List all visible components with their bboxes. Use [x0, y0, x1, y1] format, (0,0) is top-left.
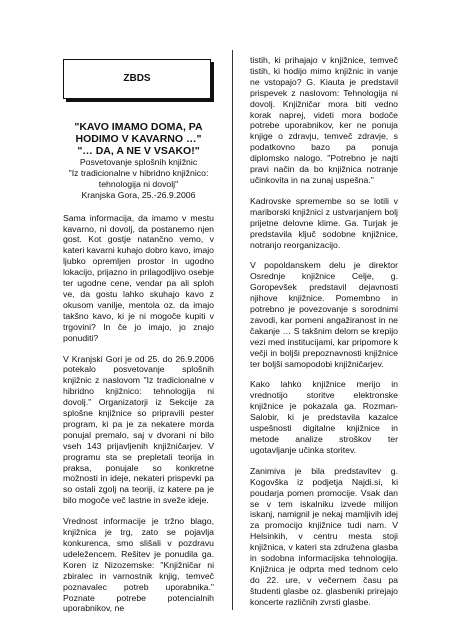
paragraph: Sama informacija, da imamo v mestu kavarno, ni dovolj, da postanemo njen gost. Kot gostje natančno vemo, v kateri kavarni kuhajo dobro kavo, imajo ljubko opremljen prostor in ugodno lokacijo, prijazno in prilagodljivo osebje ter ugodne cene, vendar pa ali sploh ve, da gostu lahko skuhajo kavo z okusom vanilje, mentola oz. da imajo takšno kavo, ki je ni mogoče kupiti v trgovini? In če jo imajo, jo znajo ponuditi? — [63, 212, 214, 343]
title-line: "KAVO IMAMO DOMA, PA — [74, 121, 203, 133]
left-column — [63, 55, 214, 624]
paragraph: Kako lahko knjižnice merijo in vrednotijo storitve elektronske knjižnice je pokazala ga. Rozman-Salobir, ki je predstavila kazalce uspešnosti digitalne knjižnice in metode analize stroškov ter ugotavljanje učinka storitev. — [250, 379, 398, 455]
paragraph: Zanimiva je bila predstavitev g. Kogovška iz podjetja Najdi.si, ki poudarja pomen promocije. Vsak dan se v tem iskalniku izvede milijon iskanj, namignil je nekaj mamljivih idej za promocijo knjižnice tudi nam. V Helsinkih, v centru mesta stoji knjižnica, v kateri sta združena glasba in sodobna informacijska tehnologija. Knjižnica je odprta med tednom celo do 22. ure, v večernem času pa študenti glasbe oz. glasbeniki prirejajo koncerte različnih zvrsti glasbe. — [250, 465, 398, 607]
subtitle-line: Kranjska Gora, 25.-26.9.2006 — [81, 189, 196, 200]
article-subtitle — [63, 157, 214, 201]
paragraph: V Kranjski Gori je od 25. do 26.9.2006 potekalo posvetovanje splošnih knjižnic z naslovom "Iz tradicionalne v hibridno knjižnico: tehnologija ni dovolj." Organizatorji iz Sekcije za splošne knjižnice so pripravili pester program, ki pa je za nekatere morda ponujal premalo, saj v dvorani ni bilo vseh 143 prijavljenih knjižničarjev. V programu sta se prepletali teorija in praksa, ponujale so konkretne možnosti in ideje, nekateri prispevki pa so ostali zgolj na teoriji, iz katere pa je bilo mogoče več lastne in sveže ideje. — [63, 353, 214, 506]
subtitle-line: tehnologija ni dovolj" — [98, 178, 179, 189]
article-title — [63, 121, 214, 157]
paragraph: Kadrovske spremembe so se lotili v mariborski knjižnici z ustvarjanjem bolj prijetne delovne klime. Ga. Turjak je predstavila ključ sodobne knjižnice, notranjo reorganizacijo. — [250, 195, 398, 250]
paragraph: tistih, ki prihajajo v knjižnice, temveč tistih, ki hodijo mimo knjižnic in vanje ne vstopajo? G. Kiauta je predstavil prispevek z naslovom: Tehnologija ni dovolj. Knjižničar mora biti vedno korak naprej, videti mora bodoče potrebe uporabnikov, ker ne ponuja knjige o zdravju, temveč zdravje, s podatkovno bazo pa ponuja diplomsko nalogo. "Potrebno je najti pravi način da bo knjižnica notranje učinkovita in na zunaj uspešna." — [250, 55, 398, 185]
section-header-label: ZBDS — [123, 72, 151, 84]
title-line: "… DA, A NE V VSAKO!" — [77, 145, 200, 157]
section-header-box — [63, 59, 211, 99]
paragraph: Vrednost informacije je tržno blago, knjižnica je trg, zato se pojavlja konkurenca, smo slišali v pozdravu udeležencem. Rešitev je ponudila ga. Koren iz Nizozemske: "Knjižničar ni zbiralec in varnostnik knjig, temveč poznavalec potreb uporabnika." Poznate potrebe potencialnih uporabnikov, ne — [63, 516, 214, 614]
paragraph: V popoldanskem delu je direktor Osrednje knjižnice Celje, g. Goropevšek predstavil dejavnosti njihove knjižnice. Pomembno in potrebno je povezovanje s sorodnimi zavodi, kar pomeni angažiranost in ne čakanje … S takšnim delom se krepijo vezi med institucijami, kar pripomore k večji in boljši prepoznavnosti knjižnice ter boljši samopodobi knjižničarjev. — [250, 260, 398, 369]
title-line: HODIMO V KAVARNO …" — [75, 133, 202, 145]
subtitle-line: Posvetovanje splošnih knjižnic — [79, 157, 198, 167]
right-column — [250, 55, 398, 618]
column-divider — [232, 50, 233, 610]
subtitle-line: "Iz tradicionalne v hibridno knjižnico: — [68, 167, 209, 178]
